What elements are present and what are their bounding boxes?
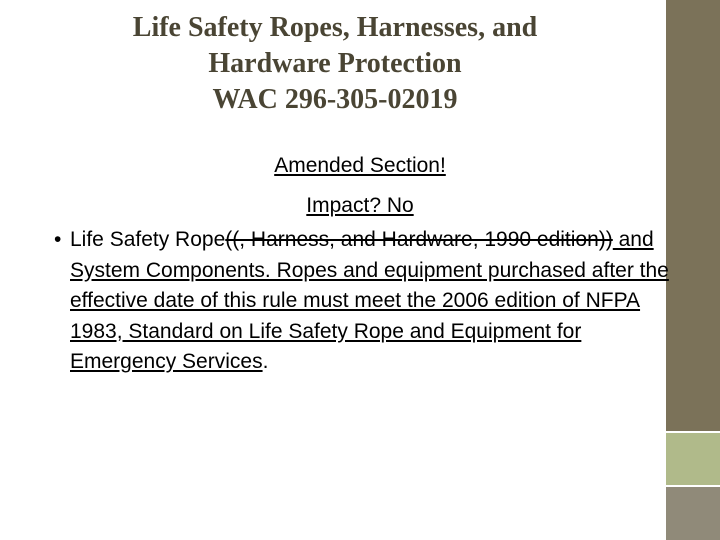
- bullet-item: [54, 225, 670, 378]
- title-line-1: Life Safety Ropes, Harnesses, and: [132, 12, 538, 43]
- sidebar-green-block: [666, 432, 720, 486]
- sidebar-divider: [666, 485, 720, 487]
- title-line-2: Hardware Protection: [208, 48, 462, 79]
- decorative-sidebar: [666, 0, 720, 540]
- bullet-marker: •: [54, 228, 62, 251]
- bullet-text-end: .: [262, 350, 269, 373]
- impact-label: Impact? No: [306, 194, 414, 217]
- slide-title: [0, 10, 670, 118]
- sidebar-gray-block: [666, 486, 720, 540]
- bullet-text-plain: Life Safety Rope: [70, 228, 226, 251]
- bullet-text-added: and System Components. Ropes and equipment purchased after the effective date of this rule must meet the 2006 edition of NFPA 1983, Standard on Life Safety Rope and Equipment for Emergency Services: [70, 228, 669, 373]
- amended-section-label: Amended Section!: [274, 154, 446, 177]
- bullet-text-struck: ((, Harness, and Hardware, 1990 edition)): [225, 228, 613, 251]
- title-line-3: WAC 296-305-02019: [212, 84, 458, 115]
- sidebar-divider: [666, 431, 720, 433]
